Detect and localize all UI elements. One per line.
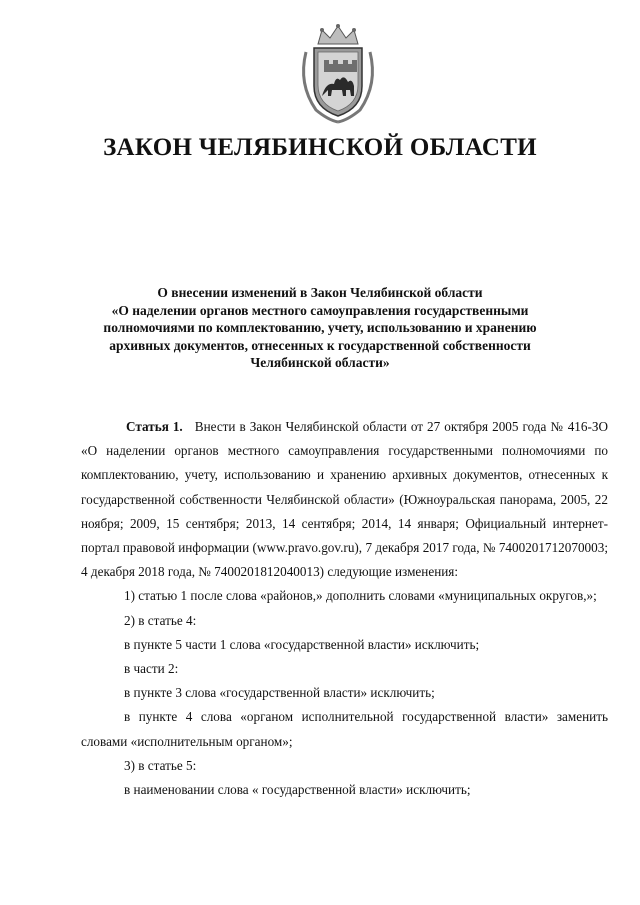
heading-line: полномочиями по комплектованию, учету, использованию и хранению (103, 320, 537, 335)
law-heading (60, 284, 580, 372)
heading-line: архивных документов, отнесенных к государственной собственности (109, 337, 531, 353)
heading-line: О внесении изменений в Закон Челябинской области (157, 285, 483, 300)
law-body (81, 415, 608, 802)
coat-of-arms-emblem (296, 22, 380, 124)
amendment-item: в части 2: (124, 661, 179, 677)
law-title: ЗАКОН ЧЕЛЯБИНСКОЙ ОБЛАСТИ (103, 134, 537, 161)
amendment-item: в пункте 3 слова «государственной власти» исключить; (124, 685, 435, 701)
amendment-item: 2) в статье 4: (124, 612, 197, 628)
article-label: Статья 1. (126, 419, 183, 434)
article-1-paragraph (81, 415, 608, 584)
article-text: Внести в Закон Челябинской области от 27 октября 2005 года № 416-ЗО «О наделении органов местного самоуправления государственными полномочиями по комплектованию, учету, использованию и хранению архивных документов, отнесенных к государственной собственности Челябинской области» (Южноуральская панорама, 2005, 22 ноября; 2009, 15 сентября; 2013, 14 сентября; 2014, 14 января; Официальный интернет-портал правовой информации (www.pravo.gov.ru), 7 декабря 2017 года, № 7400201712070003; 4 декабря 2018 года, № 7400201812040013) следующие изменения: (81, 419, 608, 580)
amendment-item: в наименовании слова « государственной власти» исключить; (124, 782, 471, 798)
heading-line: Челябинской области» (250, 355, 390, 370)
heading-line: «О наделении органов местного самоуправления государственными (111, 302, 529, 318)
amendment-item: в пункте 4 слова «органом исполнительной государственной власти» заменить словами «исполнительным органом»; (81, 709, 608, 749)
amendment-item: 1) статью 1 после слова «районов,» дополнить словами «муниципальных округов,»; (124, 588, 597, 604)
amendment-item: в пункте 5 части 1 слова «государственной власти» исключить; (124, 636, 480, 652)
amendment-item: 3) в статье 5: (124, 757, 197, 773)
